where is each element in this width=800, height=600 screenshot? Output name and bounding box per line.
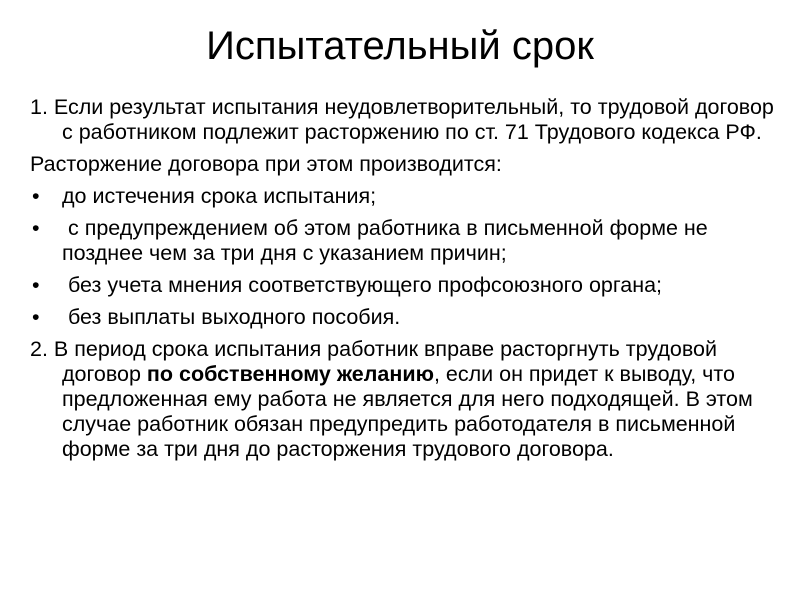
bullet-item [30,305,780,330]
item-2-emphasis: по собственному желанию [146,362,434,386]
numbered-item-2 [30,337,780,462]
bullet-text: без учета мнения соответствующего профсоюзного органа; [62,273,663,297]
bullet-icon: • [32,305,40,329]
bullet-item [30,216,780,266]
numbered-item-1: 1. Если результат испытания неудовлетворительный, то трудовой договор с работником подлежит расторжению по ст. 71 Трудового кодекса РФ. [30,95,774,144]
bullet-text: с предупреждением об этом работника в письменной форме не позднее чем за три дня с указанием причин; [62,216,714,265]
item-2-text-after: , если он придет к выводу, что предложенная ему работа не является для него подходящей. В этом случае работник обязан предупредить работодателя в письменной форме за три дня до расторжения трудового договора. [62,362,753,461]
bullet-item [30,184,780,209]
slide-title: Испытательный срок [206,24,594,68]
bullet-icon: • [32,184,40,208]
intro-text: Расторжение договора при этом производится: [30,152,502,176]
bullet-icon: • [32,273,40,297]
bullet-item [30,273,780,298]
item-2-text-before: 2. В период срока испытания работник вправе расторгнуть трудовой договор [30,337,718,386]
bullet-text: без выплаты выходного пособия. [62,305,401,329]
bullet-text: до истечения срока испытания; [62,184,377,208]
slide-body [30,95,780,469]
bullet-icon: • [32,216,40,240]
